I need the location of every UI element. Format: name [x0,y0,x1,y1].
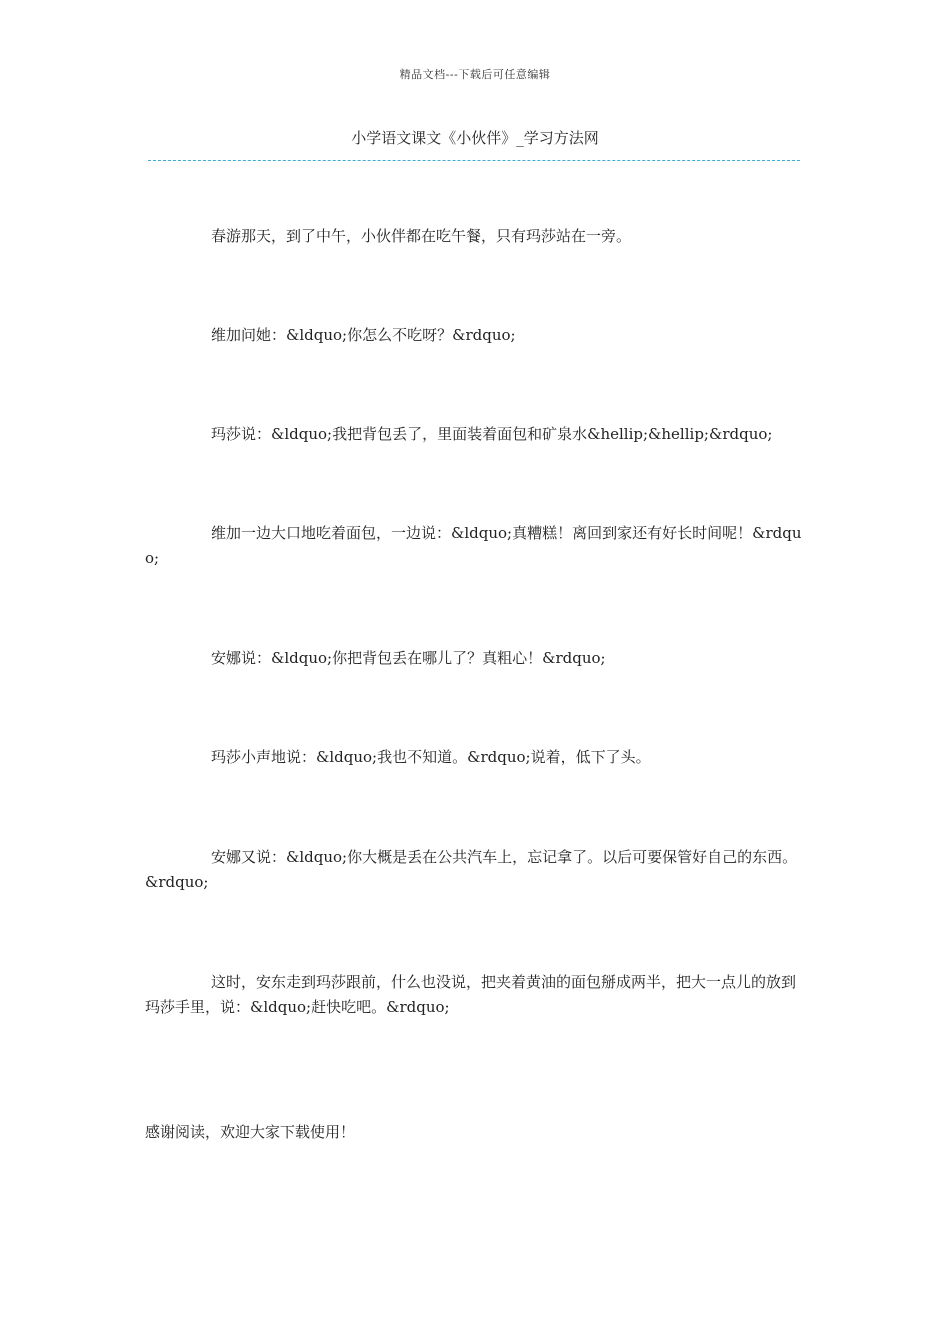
paragraph-4: 维加一边大口地吃着面包，一边说：&ldquo;真糟糕！离回到家还有好长时间呢！&rdquo; [145,524,802,567]
closing-note: 感谢阅读，欢迎大家下载使用！ [145,1123,356,1141]
paragraph-7: 安娜又说：&ldquo;你大概是丢在公共汽车上，忘记拿了。以后可要保管好自己的东西。&rdquo; [145,848,798,891]
paragraph-5: 安娜说：&ldquo;你把背包丢在哪儿了？真粗心！&rdquo; [211,649,606,667]
title-divider [148,160,800,161]
paragraph-8: 这时，安东走到玛莎跟前，什么也没说，把夹着黄油的面包掰成两半，把大一点儿的放到玛莎手里，说：&ldquo;赶快吃吧。&rdquo; [145,973,797,1016]
paragraph-1: 春游那天，到了中午，小伙伴都在吃午餐，只有玛莎站在一旁。 [211,227,632,245]
paragraph-3: 玛莎说：&ldquo;我把背包丢了，里面装着面包和矿泉水&hellip;&hellip;&rdquo; [211,425,773,443]
paragraph-2: 维加问她：&ldquo;你怎么不吃呀？&rdquo; [211,326,516,344]
document-title: 小学语文课文《小伙伴》_学习方法网 [351,129,599,147]
paragraph-6: 玛莎小声地说：&ldquo;我也不知道。&rdquo;说着，低下了头。 [211,748,651,766]
page-header: 精品文档---下载后可任意编辑 [399,68,551,81]
